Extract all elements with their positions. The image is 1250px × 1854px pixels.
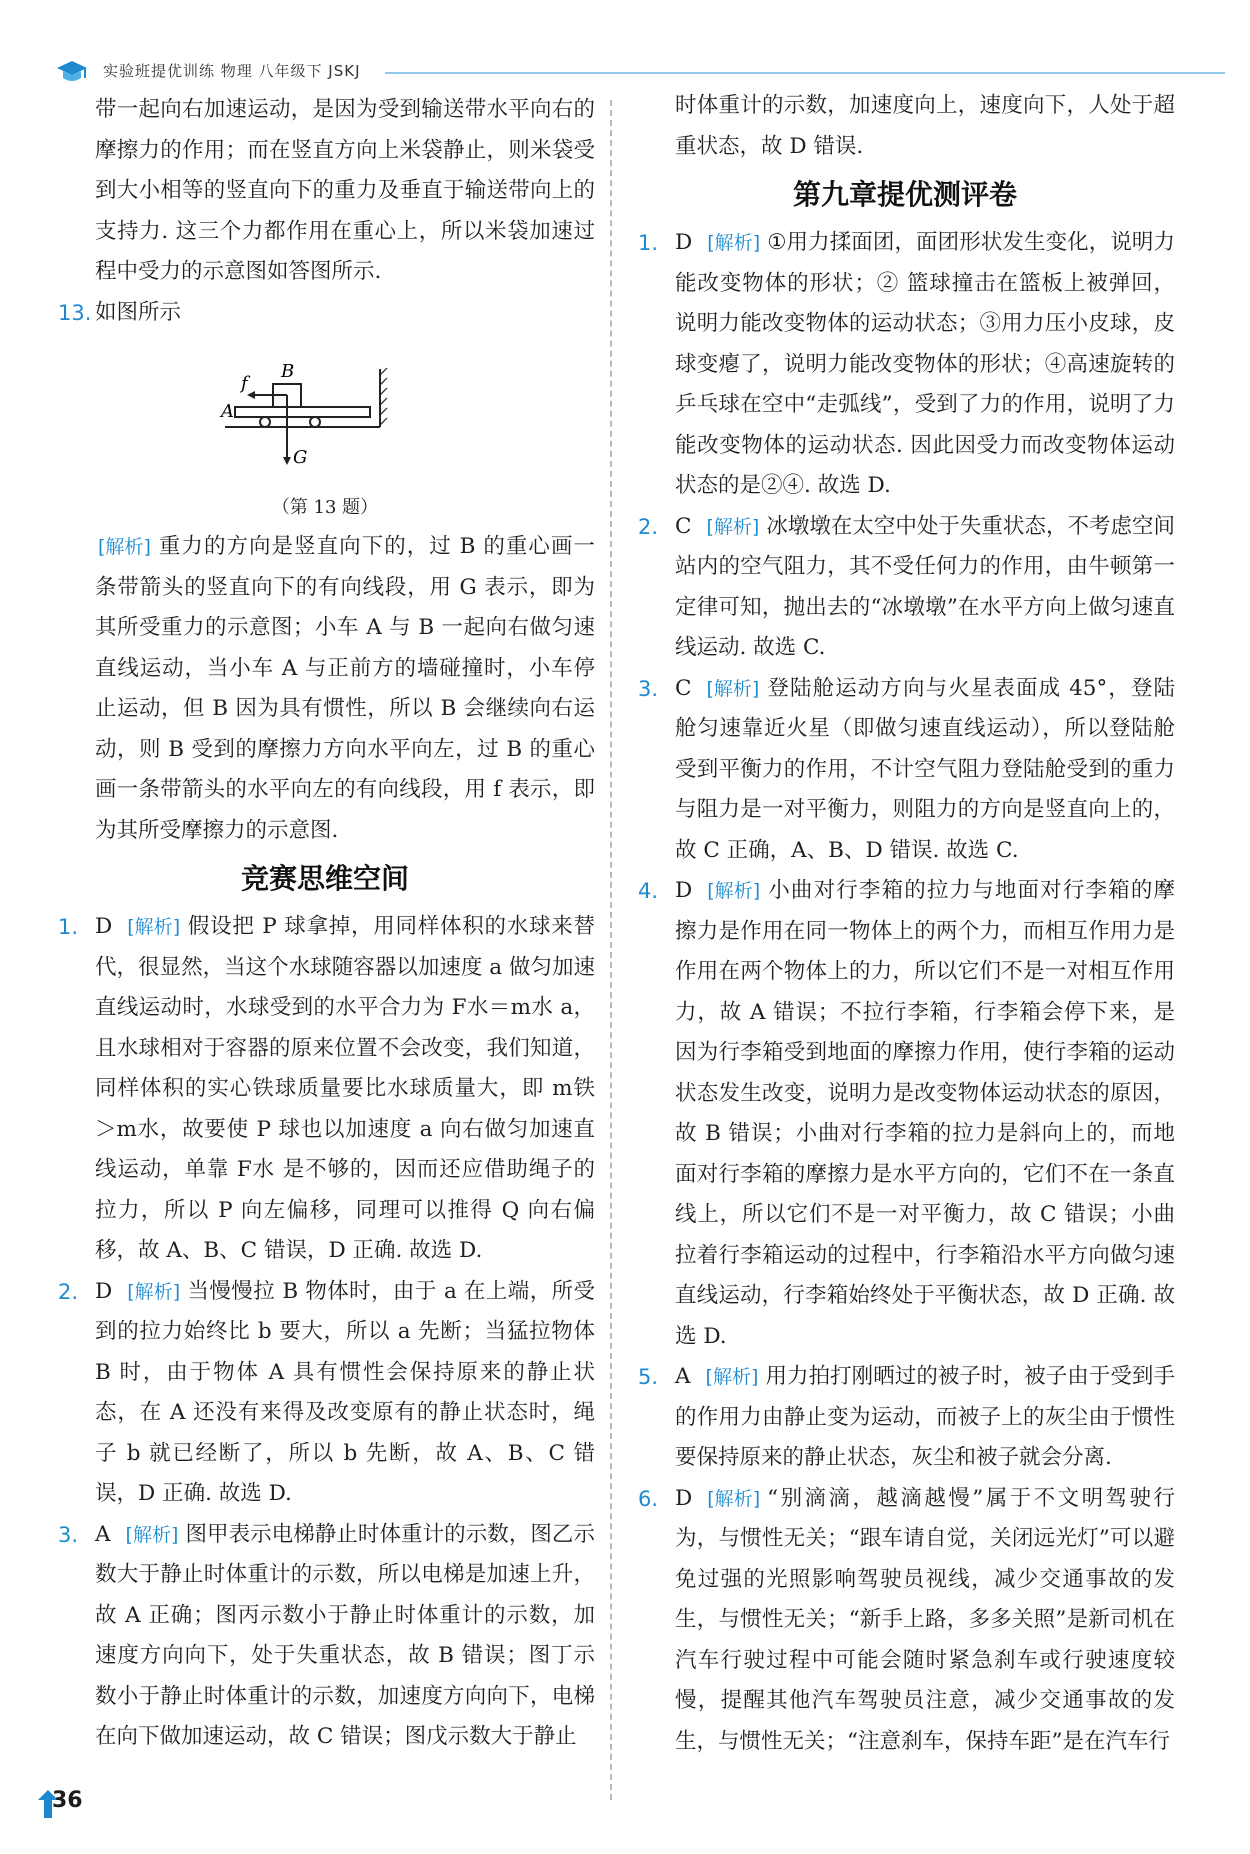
page-footer	[38, 1782, 118, 1826]
answer-text: 当慢慢拉 B 物体时，由于 a 在上端，所受到的拉力始终比 b 要大，所以 a 先断；当猛拉物体 B 时，由于物体 A 具有惯性会保持原来的静止状态，在 A 还没有来得及改变原有的静止状态时，绳子 b 就已经断了，所以 b 先断，故 A、B、C 错误，D 正确. 故选 D.	[95, 1278, 595, 1506]
answer-item	[55, 907, 595, 1272]
answer-text: 图甲表示电梯静止时体重计的示数，图乙示数大于静止时体重计的示数，所以电梯是加速上升，故 A 正确；图丙示数小于静止时体重计的示数，加速度方向向下，处于失重状态，故 B 错误；图丁示数小于静止时体重计的示数，加速度方向向下，电梯在向下做加速运动，故 C 错误；图戊示数大于静止	[95, 1521, 595, 1749]
analysis-tag: [ 解析 ]	[703, 676, 762, 702]
question-number: 13.	[58, 300, 92, 325]
label-g: G	[293, 447, 308, 468]
analysis-tag: [ 解析 ]	[704, 1486, 763, 1512]
answer-text: ①用力揉面团，面团形状发生变化，说明力能改变物体的形状；② 篮球撞击在篮板上被弹回，说明力能改变物体的运动状态；③用力压小皮球，皮球变瘪了，说明力能改变物体的形状；④高速旋转的乒乓球在空中“走弧线”，受到了力的作用，说明了力能改变物体的运动状态. 因此因受力而改变物体运动状态的是②④. 故选 D.	[675, 230, 1175, 498]
column-divider	[610, 100, 612, 1800]
continuation-paragraph: 时体重计的示数，加速度向上，速度向下，人处于超重状态，故 D 错误.	[675, 93, 1175, 159]
analysis-tag: [ 解析 ]	[95, 534, 154, 560]
label-a: A	[221, 401, 234, 422]
analysis-tag: [ 解析 ]	[123, 1522, 182, 1548]
right-column	[635, 86, 1175, 1762]
figure-caption: （第 13 题）	[271, 497, 379, 518]
answer-item	[635, 871, 1175, 1357]
answer-item	[635, 223, 1175, 507]
item-number: 3.	[58, 1522, 79, 1547]
answer-text: 登陆舱运动方向与火星表面成 45°，登陆舱匀速靠近火星（即做匀速直线运动），所以登陆舱受到平衡力的作用，不计空气阻力登陆舱受到的重力与阻力是一对平衡力，则阻力的方向是竖直向上的，故 C 正确，A、B、D 错误. 故选 C.	[675, 675, 1175, 863]
answer-letter: A	[675, 1364, 691, 1389]
item-number: 1.	[58, 915, 79, 939]
item-number: 1.	[638, 231, 659, 255]
answer-item	[55, 1515, 595, 1758]
answer-letter: D	[95, 914, 113, 939]
label-f: f	[241, 373, 248, 394]
left-column	[55, 90, 595, 1758]
analysis-13	[55, 527, 595, 851]
page-number: 36	[52, 1788, 83, 1813]
item-number: 3.	[638, 676, 659, 701]
answer-letter: D	[95, 1278, 113, 1304]
analysis-tag: [ 解析 ]	[704, 878, 763, 904]
answer-text: “别滴滴，越滴越慢”属于不文明驾驶行为，与惯性无关；“跟车请自觉，关闭远光灯”可以避免过强的光照影响驾驶员视线，减少交通事故的发生，与惯性无关；“新手上路，多多关照”是新司机在汽车行驶过程中可能会随时紧急刹车或行驶速度较慢，提醒其他汽车驾驶员注意，减少交通事故的发生，与惯性无关；“注意刹车，保持车距”是在汽车行	[675, 1485, 1175, 1754]
wheel-right	[310, 417, 320, 427]
section-title: 第九章提优测评卷	[792, 178, 1017, 211]
answer-letter: D	[675, 1485, 693, 1511]
section-title: 竞赛思维空间	[240, 862, 409, 895]
answer-text: 冰墩墩在太空中处于失重状态，不考虑空间站内的空气阻力，其不受任何力的作用，由牛顿第一定律可知，抛出去的“冰墩墩”在水平方向上做匀速直线运动. 故选 C.	[675, 513, 1175, 660]
answer-text: 用力拍打刚晒过的被子时，被子由于受到手的作用力由静止变为运动，而被子上的灰尘由于惯性要保持原来的静止状态，灰尘和被子就会分离.	[675, 1364, 1175, 1470]
graduation-cap-icon	[55, 56, 89, 88]
answer-item	[635, 507, 1175, 669]
header-rule	[385, 72, 1225, 74]
wheel-left	[260, 417, 270, 427]
item-number: 2.	[58, 1279, 79, 1304]
answer-letter: C	[675, 513, 692, 539]
answer-item	[55, 1272, 595, 1515]
cart-a	[235, 407, 370, 417]
item-number: 4.	[638, 879, 659, 903]
analysis-tag: [ 解析 ]	[124, 914, 183, 940]
answer-item	[635, 1479, 1175, 1763]
answer-item	[635, 1357, 1175, 1479]
answer-letter: D	[675, 230, 693, 255]
continuation-paragraph: 带一起向右加速运动，是因为受到输送带水平向右的摩擦力的作用；而在竖直方向上米袋静止，则米袋受到大小相等的竖直向下的重力及垂直于输送带向上的支持力. 这三个力都作用在重心上，所以米袋加速过程中受力的示意图如答图所示.	[95, 97, 595, 284]
answer-letter: C	[675, 675, 692, 701]
answer-item	[635, 669, 1175, 872]
answer-letter: A	[95, 1521, 111, 1547]
question-text: 如图所示	[95, 299, 182, 325]
analysis-tag: [ 解析 ]	[703, 1364, 762, 1390]
item-number: 5.	[638, 1365, 659, 1389]
item-number: 2.	[638, 514, 659, 539]
question-13	[55, 293, 595, 334]
figure-13	[55, 339, 595, 489]
analysis-tag: [ 解析 ]	[124, 1279, 183, 1305]
analysis-tag: [ 解析 ]	[704, 230, 763, 256]
answer-letter: D	[675, 878, 693, 903]
cart-diagram	[215, 339, 435, 489]
answer-text: 小曲对行李箱的拉力与地面对行李箱的摩擦力是作用在同一物体上的两个力，而相互作用力是作用在两个物体上的力，所以它们不是一对相互作用力，故 A 错误；不拉行李箱，行李箱会停下来，是因为行李箱受到地面的摩擦力作用，使行李箱的运动状态发生改变，说明力是改变物体运动状态的原因，故 B 错误；小曲对行李箱的拉力是斜向上的，而地面对行李箱的摩擦力是水平方向的，它们不在一条直线上，所以它们不是一对平衡力，故 C 错误；小曲拉着行李箱运动的过程中，行李箱沿水平方向做匀速直线运动，行李箱始终处于平衡状态，故 D 正确. 故选 D.	[675, 878, 1175, 1349]
analysis-text: 重力的方向是竖直向下的，过 B 的重心画一条带箭头的竖直向下的有向线段，用 G 表示，即为其所受重力的示意图；小车 A 与 B 一起向右做匀速直线运动，当小车 A 与正前方的墙碰撞时，小车停止运动，但 B 因为具有惯性，所以 B 会继续向右运动，则 B 受到的摩擦力方向水平向左，过 B 的重心画一条带箭头的水平向左的有向线段，用 f 表示，即为其所受摩擦力的示意图.	[95, 534, 595, 843]
answer-text: 假设把 P 球拿掉，用同样体积的水球来替代，很显然，当这个水球随容器以加速度 a 做匀加速直线运动时，水球受到的水平合力为 F水＝m水 a，且水球相对于容器的原来位置不会改变，我们知道，同样体积的实心铁球质量要比水球质量大，即 m铁＞m水，故要使 P 球也以加速度 a 向右做匀加速直线运动，单靠 F水 是不够的，因而还应借助绳子的拉力，所以 P 向左偏移，同理可以推得 Q 向右偏移，故 A、B、C 错误，D 正确. 故选 D.	[95, 914, 595, 1263]
header-title: 实验班提优训练 物理 八年级下 JSKJ	[103, 62, 361, 80]
analysis-tag: [ 解析 ]	[703, 514, 762, 540]
label-b: B	[281, 361, 295, 382]
item-number: 6.	[638, 1486, 659, 1511]
wall-hatching	[380, 368, 387, 425]
